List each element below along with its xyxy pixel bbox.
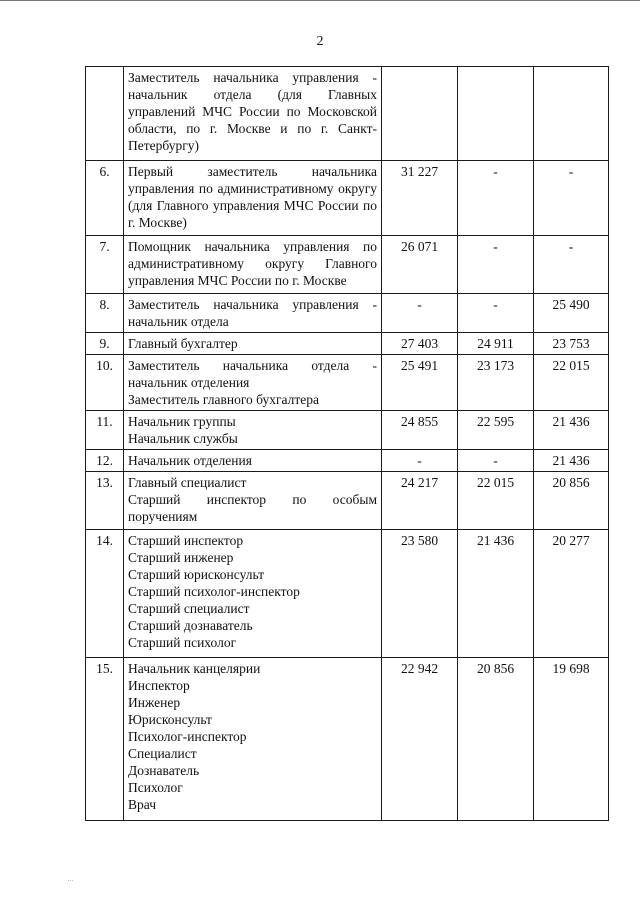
position-title-line: Начальник службы [128,431,238,446]
salary-value-col-1: 24 855 [382,411,458,450]
position-title-line: Первый заместитель начальника управления по административному округу (для Главного управления МЧС России по г. Москве) [128,164,377,230]
salary-value-col-1: - [382,294,458,333]
row-number: 9. [86,333,124,355]
table-row [86,450,609,472]
salary-value-col-1: - [382,450,458,472]
scan-edge [0,0,640,1]
table-row [86,472,609,530]
salary-value-col-1: 26 071 [382,236,458,294]
salary-value-col-3: 19 698 [534,658,609,821]
row-number: 14. [86,530,124,658]
salary-value-col-1 [382,67,458,161]
table-row [86,355,609,411]
salary-value-col-1: 31 227 [382,161,458,236]
position-title [124,355,382,411]
position-title-line: Помощник начальника управления по административному округу Главного управления МЧС России по г. Москве [128,239,377,288]
position-title-line: Старший юрисконсульт [128,567,265,582]
salary-value-col-2: 22 595 [458,411,534,450]
table-row [86,530,609,658]
row-number: 8. [86,294,124,333]
table-row [86,411,609,450]
position-title-line: Старший инспектор [128,533,244,548]
position-title-line: Начальник отделения [128,453,252,468]
position-title-line: Старший инспектор по особым поручениям [128,492,377,524]
position-title-line: Заместитель начальника отдела - начальник отделения [128,358,377,390]
position-title [124,161,382,236]
salary-value-col-2: 22 015 [458,472,534,530]
position-title [124,530,382,658]
table-row [86,161,609,236]
position-title-line: Юрисконсульт [128,712,212,727]
salary-value-col-3: 23 753 [534,333,609,355]
position-title [124,294,382,333]
position-title [124,67,382,161]
position-title-line: Старший психолог-инспектор [128,584,300,599]
row-number: 10. [86,355,124,411]
position-title-line: Старший специалист [128,601,250,616]
position-title-line: Начальник канцелярии [128,661,261,676]
salary-value-col-3: 21 436 [534,450,609,472]
position-title-line: Дознаватель [128,763,200,778]
salary-value-col-1: 23 580 [382,530,458,658]
salary-value-col-3 [534,67,609,161]
table-row [86,236,609,294]
table-row [86,333,609,355]
scan-artifact [68,880,73,885]
position-title-line: Главный специалист [128,475,247,490]
salary-value-col-2: 21 436 [458,530,534,658]
position-title-line: Врач [128,797,156,812]
position-title-line: Заместитель главного бухгалтера [128,392,320,407]
salary-value-col-3: 21 436 [534,411,609,450]
salary-value-col-2: 23 173 [458,355,534,411]
page-number: 2 [316,34,324,49]
position-title [124,658,382,821]
salary-value-col-2: - [458,294,534,333]
table-row [86,67,609,161]
row-number: 6. [86,161,124,236]
position-title-line: Заместитель начальника управления - начальник отдела [128,297,377,329]
salary-value-col-3: 20 277 [534,530,609,658]
position-title [124,411,382,450]
salary-value-col-3: - [534,161,609,236]
salary-value-col-1: 22 942 [382,658,458,821]
row-number: 11. [86,411,124,450]
position-title-line: Начальник группы [128,414,236,429]
position-title-line: Старший дознаватель [128,618,253,633]
salary-value-col-1: 27 403 [382,333,458,355]
row-number: 15. [86,658,124,821]
position-title-line: Психолог [128,780,183,795]
position-title [124,236,382,294]
position-title [124,450,382,472]
salary-value-col-1: 24 217 [382,472,458,530]
row-number: 12. [86,450,124,472]
position-title-line: Специалист [128,746,197,761]
position-title-line: Заместитель начальника управления - начальник отдела (для Главных управлений МЧС России по Московской области, по г. Москве и по г. Санкт-Петербургу) [128,70,377,153]
position-title-line: Главный бухгалтер [128,336,238,351]
position-title-line: Инженер [128,695,181,710]
position-title-line: Старший психолог [128,635,237,650]
salary-value-col-1: 25 491 [382,355,458,411]
salary-value-col-2: - [458,161,534,236]
salary-value-col-2: 24 911 [458,333,534,355]
salary-value-col-2: - [458,236,534,294]
salary-value-col-2: 20 856 [458,658,534,821]
position-title-line: Инспектор [128,678,190,693]
salary-value-col-2: - [458,450,534,472]
row-number: 7. [86,236,124,294]
position-title [124,333,382,355]
table-row [86,294,609,333]
salary-value-col-3: - [534,236,609,294]
table-row [86,658,609,821]
salary-table [85,66,609,821]
salary-value-col-3: 25 490 [534,294,609,333]
salary-value-col-3: 22 015 [534,355,609,411]
position-title-line: Психолог-инспектор [128,729,247,744]
row-number: 13. [86,472,124,530]
salary-value-col-2 [458,67,534,161]
salary-value-col-3: 20 856 [534,472,609,530]
row-number [86,67,124,161]
position-title [124,472,382,530]
position-title-line: Старший инженер [128,550,234,565]
